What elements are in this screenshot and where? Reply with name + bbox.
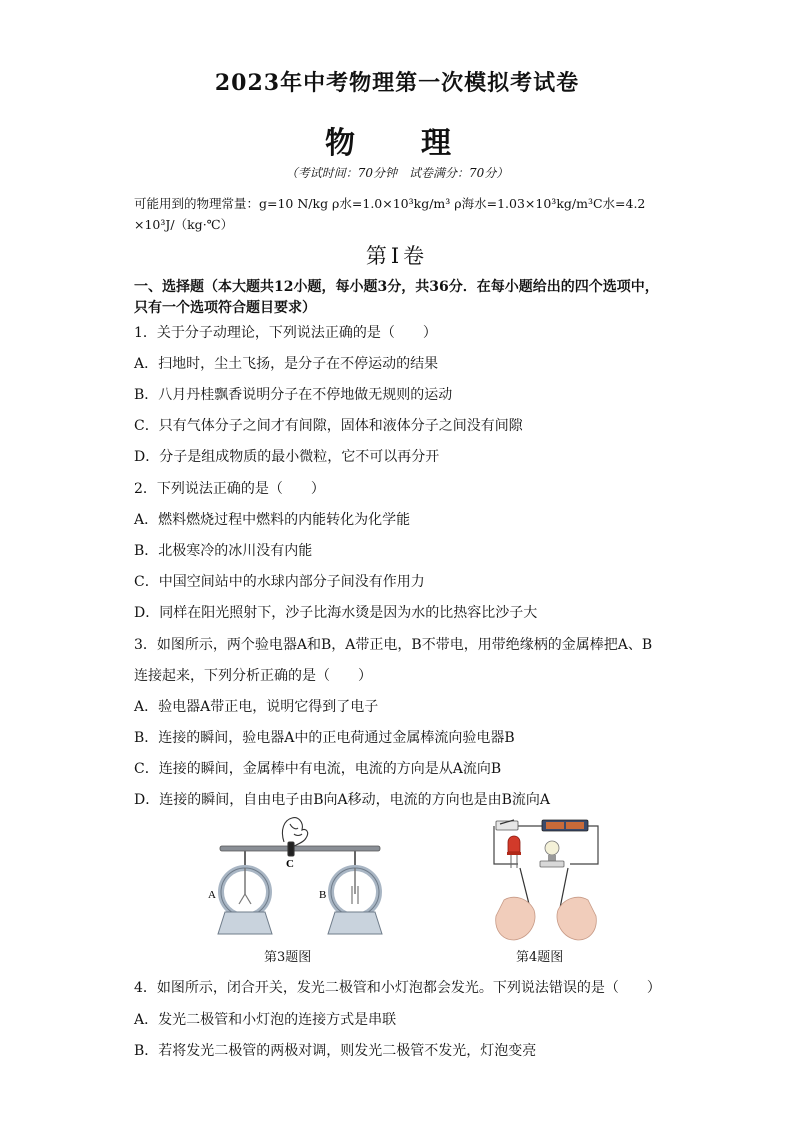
question-1-stem: 1．关于分子动理论，下列说法正确的是（ ）	[134, 325, 437, 341]
question-3-option-a: A．验电器A带正电，说明它得到了电子	[134, 699, 379, 715]
question-1-option-b: B．八月丹桂飘香说明分子在不停地做无规则的运动	[134, 387, 453, 403]
figure-3-caption: 第3题图	[264, 950, 312, 965]
question-4-option-a: A．发光二极管和小灯泡的连接方式是串联	[134, 1012, 397, 1028]
electroscope-a	[218, 851, 272, 934]
section-heading-line-1: 一、选择题（本大题共12小题，每小题3分，共36分．在每小题给出的四个选项中，	[134, 279, 659, 295]
question-4-option-b: B．若将发光二极管的两极对调，则发光二极管不发光，灯泡变亮	[134, 1043, 537, 1059]
label-a: A	[208, 889, 216, 901]
figure-4-caption: 第4题图	[516, 950, 564, 965]
question-1-option-a: A．扫地时，尘土飞扬，是分子在不停运动的结果	[134, 356, 439, 372]
question-3-option-d: D．连接的瞬间，自由电子由B向A移动，电流的方向也是由B流向A	[134, 792, 551, 808]
bulb-icon	[540, 841, 564, 867]
label-b: B	[319, 889, 327, 901]
led-icon	[507, 836, 521, 868]
exam-info: （考试时间：70分钟 试卷满分：70分）	[285, 166, 509, 180]
question-1-option-c: C．只有气体分子之间才有间隙，固体和液体分子之间没有间隙	[134, 418, 523, 434]
question-2-stem: 2．下列说法正确的是（ ）	[134, 481, 325, 497]
label-c: C	[286, 858, 294, 870]
battery-icon	[542, 820, 588, 831]
question-1-option-d: D．分子是组成物质的最小微粒，它不可以再分开	[134, 449, 440, 465]
constants-line-2: ×10³J/（kg·℃）	[134, 217, 234, 232]
switch-icon	[496, 820, 518, 830]
electroscope-b	[328, 851, 382, 934]
question-3-stem-line-2: 连接起来，下列分析正确的是（ ）	[134, 668, 372, 684]
volume-heading: 第Ⅰ卷	[365, 244, 429, 268]
hands-icon	[496, 868, 597, 940]
subject-title: 物 理	[325, 126, 469, 161]
metal-rod	[220, 846, 380, 851]
question-3-option-c: C．连接的瞬间，金属棒中有电流，电流的方向是从A流向B	[134, 761, 502, 777]
question-3-option-b: B．连接的瞬间，验电器A中的正电荷通过金属棒流向验电器B	[134, 730, 515, 746]
question-3-stem-line-1: 3．如图所示，两个验电器A和B，A带正电，B不带电，用带绝缘柄的金属棒把A、B	[134, 637, 653, 653]
wire	[570, 826, 598, 864]
question-2-option-d: D．同样在阳光照射下，沙子比海水烫是因为水的比热容比沙子大	[134, 605, 538, 621]
constants-line-1: 可能用到的物理常量：g=10 N/kg ρ水=1.0×10³kg/m³ ρ海水=1.03×10³kg/m³C水=4.2	[134, 196, 646, 211]
question-2-option-c: C．中国空间站中的水球内部分子间没有作用力	[134, 574, 425, 590]
page-title: 2023年中考物理第一次模拟考试卷	[214, 70, 580, 96]
section-heading-line-2: 只有一个选项符合题目要求）	[134, 300, 316, 316]
figure-4-led-circuit	[484, 812, 608, 944]
question-2-option-b: B．北极寒冷的冰川没有内能	[134, 543, 313, 559]
question-2-option-a: A．燃料燃烧过程中燃料的内能转化为化学能	[134, 512, 411, 528]
question-4-stem: 4．如图所示，闭合开关，发光二极管和小灯泡都会发光。下列说法错误的是（ ）	[134, 980, 661, 996]
figure-3-electroscopes	[200, 812, 390, 944]
